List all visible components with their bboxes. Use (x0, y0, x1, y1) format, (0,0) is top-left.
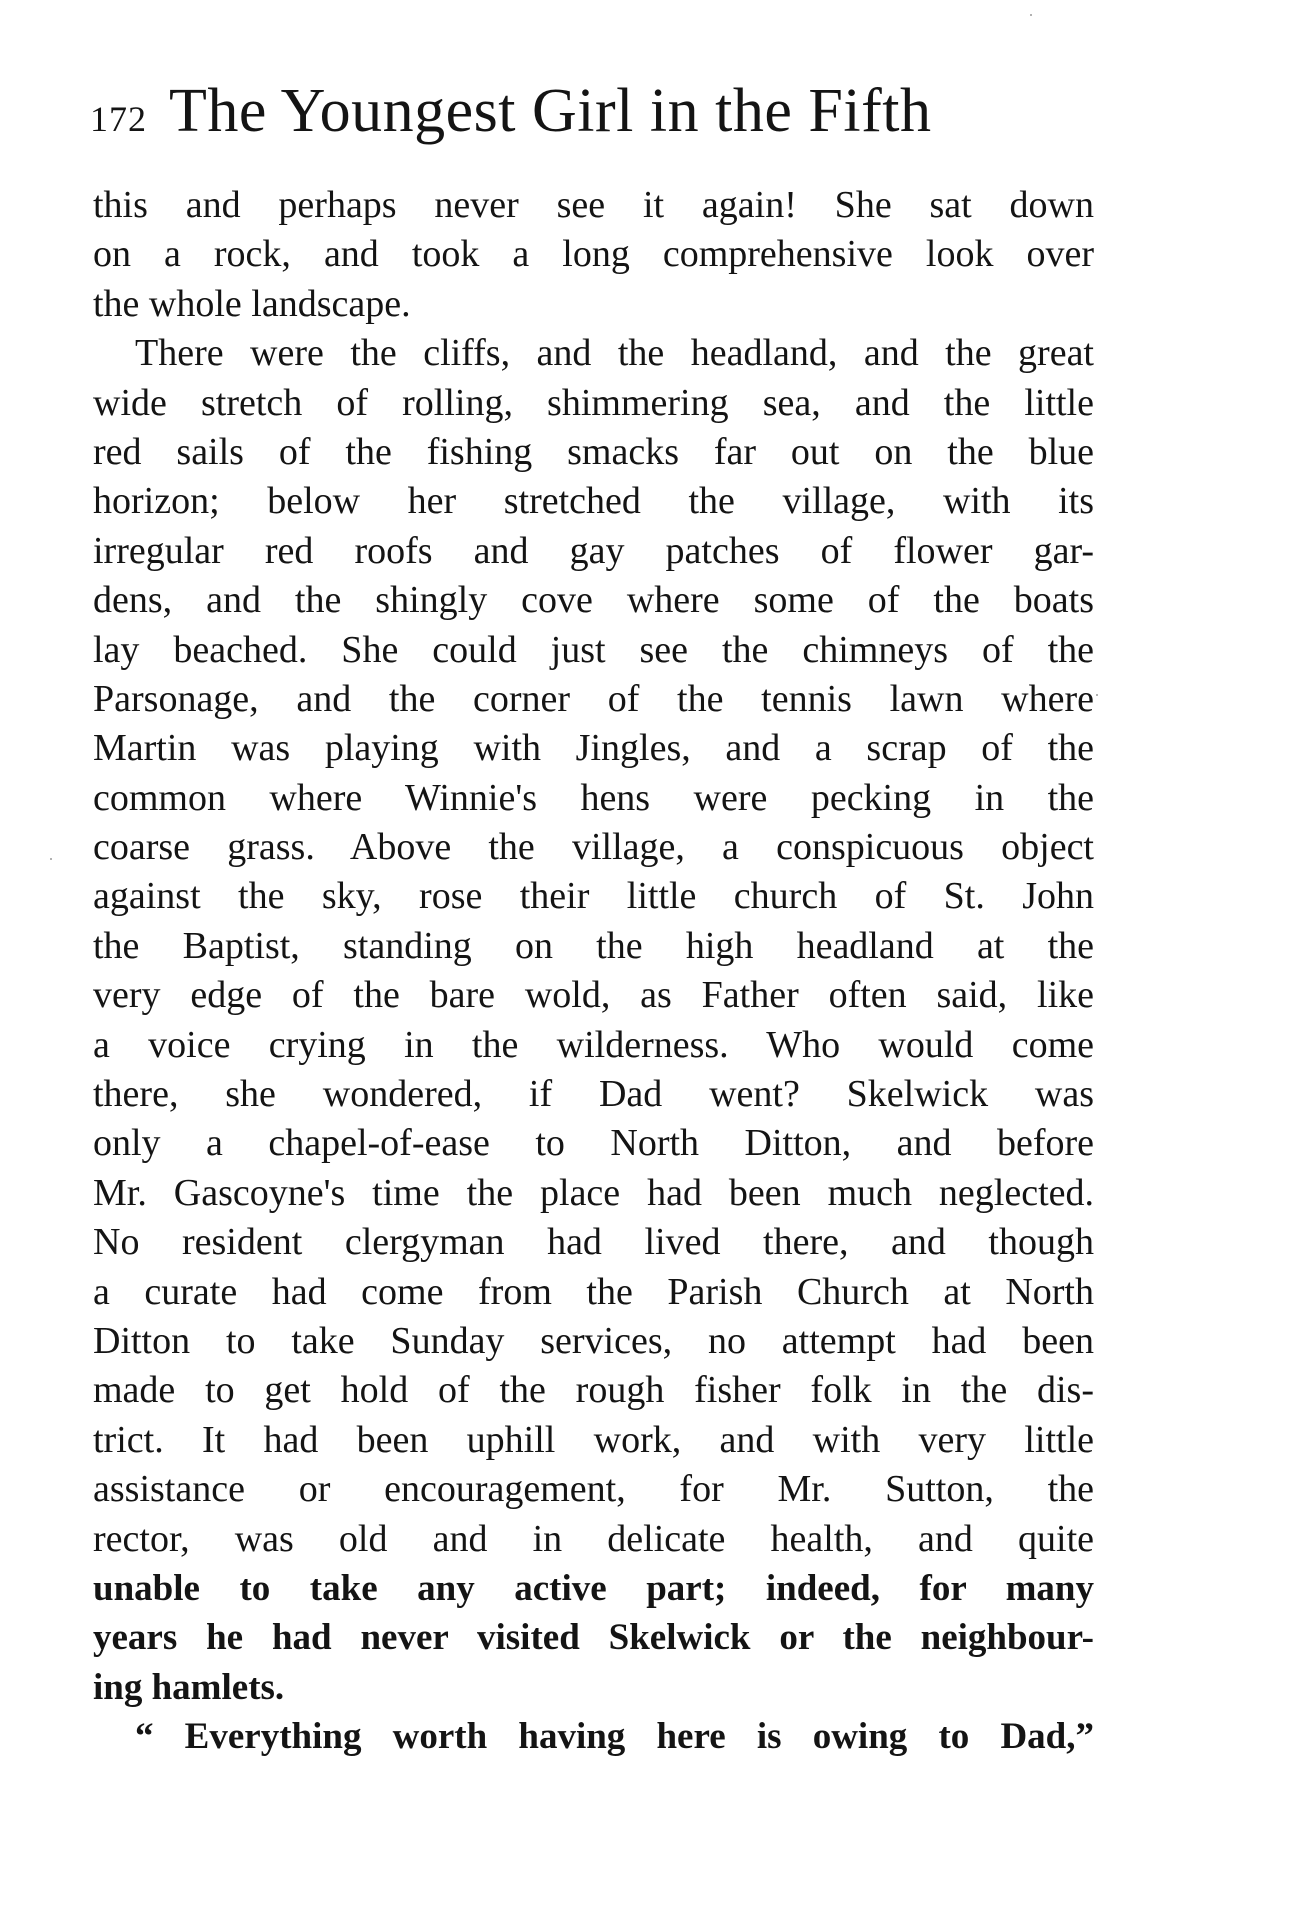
text-line: No resident clergyman had lived there, and though (93, 1221, 1094, 1264)
text-line: Parsonage, and the corner of the tennis lawn where (93, 677, 1094, 720)
text-line: common where Winnie's hens were pecking in the (93, 776, 1094, 819)
body-text (93, 181, 1094, 1762)
text-line: a curate had come from the Parish Church at North (93, 1270, 1094, 1313)
text-line: ing hamlets. (93, 1666, 285, 1708)
text-line: Mr. Gascoyne's time the place had been much neglected. (93, 1171, 1094, 1214)
text-line: a voice crying in the wilderness. Who would come (93, 1023, 1094, 1066)
running-head (90, 76, 931, 146)
scan-speck (1030, 14, 1032, 16)
text-line: years he had never visited Skelwick or the neighbour- (93, 1617, 1094, 1659)
scan-speck (1096, 694, 1098, 696)
text-line: the whole landscape. (93, 282, 411, 325)
text-line: assistance or encouragement, for Mr. Sutton, the (93, 1468, 1094, 1511)
text-line: There were the cliffs, and the headland, and the great (135, 332, 1094, 375)
text-line: unable to take any active part; indeed, for many (93, 1567, 1094, 1609)
scan-speck (50, 858, 52, 860)
text-line: against the sky, rose their little church of St. John (93, 875, 1094, 918)
text-line: red sails of the fishing smacks far out on the blue (93, 430, 1094, 473)
text-line: made to get hold of the rough fisher folk in the dis- (93, 1369, 1094, 1412)
text-line: irregular red roofs and gay patches of flower gar- (93, 529, 1094, 572)
text-line: there, she wondered, if Dad went? Skelwick was (93, 1073, 1094, 1116)
page-number: 172 (90, 99, 147, 139)
text-line: Martin was playing with Jingles, and a scrap of the (93, 727, 1094, 770)
text-line: “ Everything worth having here is owing to Dad,” (135, 1716, 1094, 1758)
text-line: rector, was old and in delicate health, and quite (93, 1517, 1094, 1560)
text-line: on a rock, and took a long comprehensive look over (93, 233, 1094, 276)
text-line: wide stretch of rolling, shimmering sea, and the little (93, 381, 1094, 424)
text-line: this and perhaps never see it again! She sat down (93, 184, 1094, 226)
text-line: very edge of the bare wold, as Father often said, like (93, 974, 1094, 1017)
text-line: dens, and the shingly cove where some of the boats (93, 579, 1094, 622)
text-line: the Baptist, standing on the high headland at the (93, 924, 1094, 967)
text-line: horizon; below her stretched the village, with its (93, 480, 1094, 523)
text-line: Ditton to take Sunday services, no attempt had been (93, 1319, 1094, 1362)
text-line: lay beached. She could just see the chimneys of the (93, 628, 1094, 671)
text-line: trict. It had been uphill work, and with very little (93, 1418, 1094, 1461)
text-line: only a chapel-of-ease to North Ditton, and before (93, 1122, 1094, 1165)
running-title: The Youngest Girl in the Fifth (169, 77, 932, 145)
text-line: coarse grass. Above the village, a conspicuous object (93, 826, 1094, 869)
